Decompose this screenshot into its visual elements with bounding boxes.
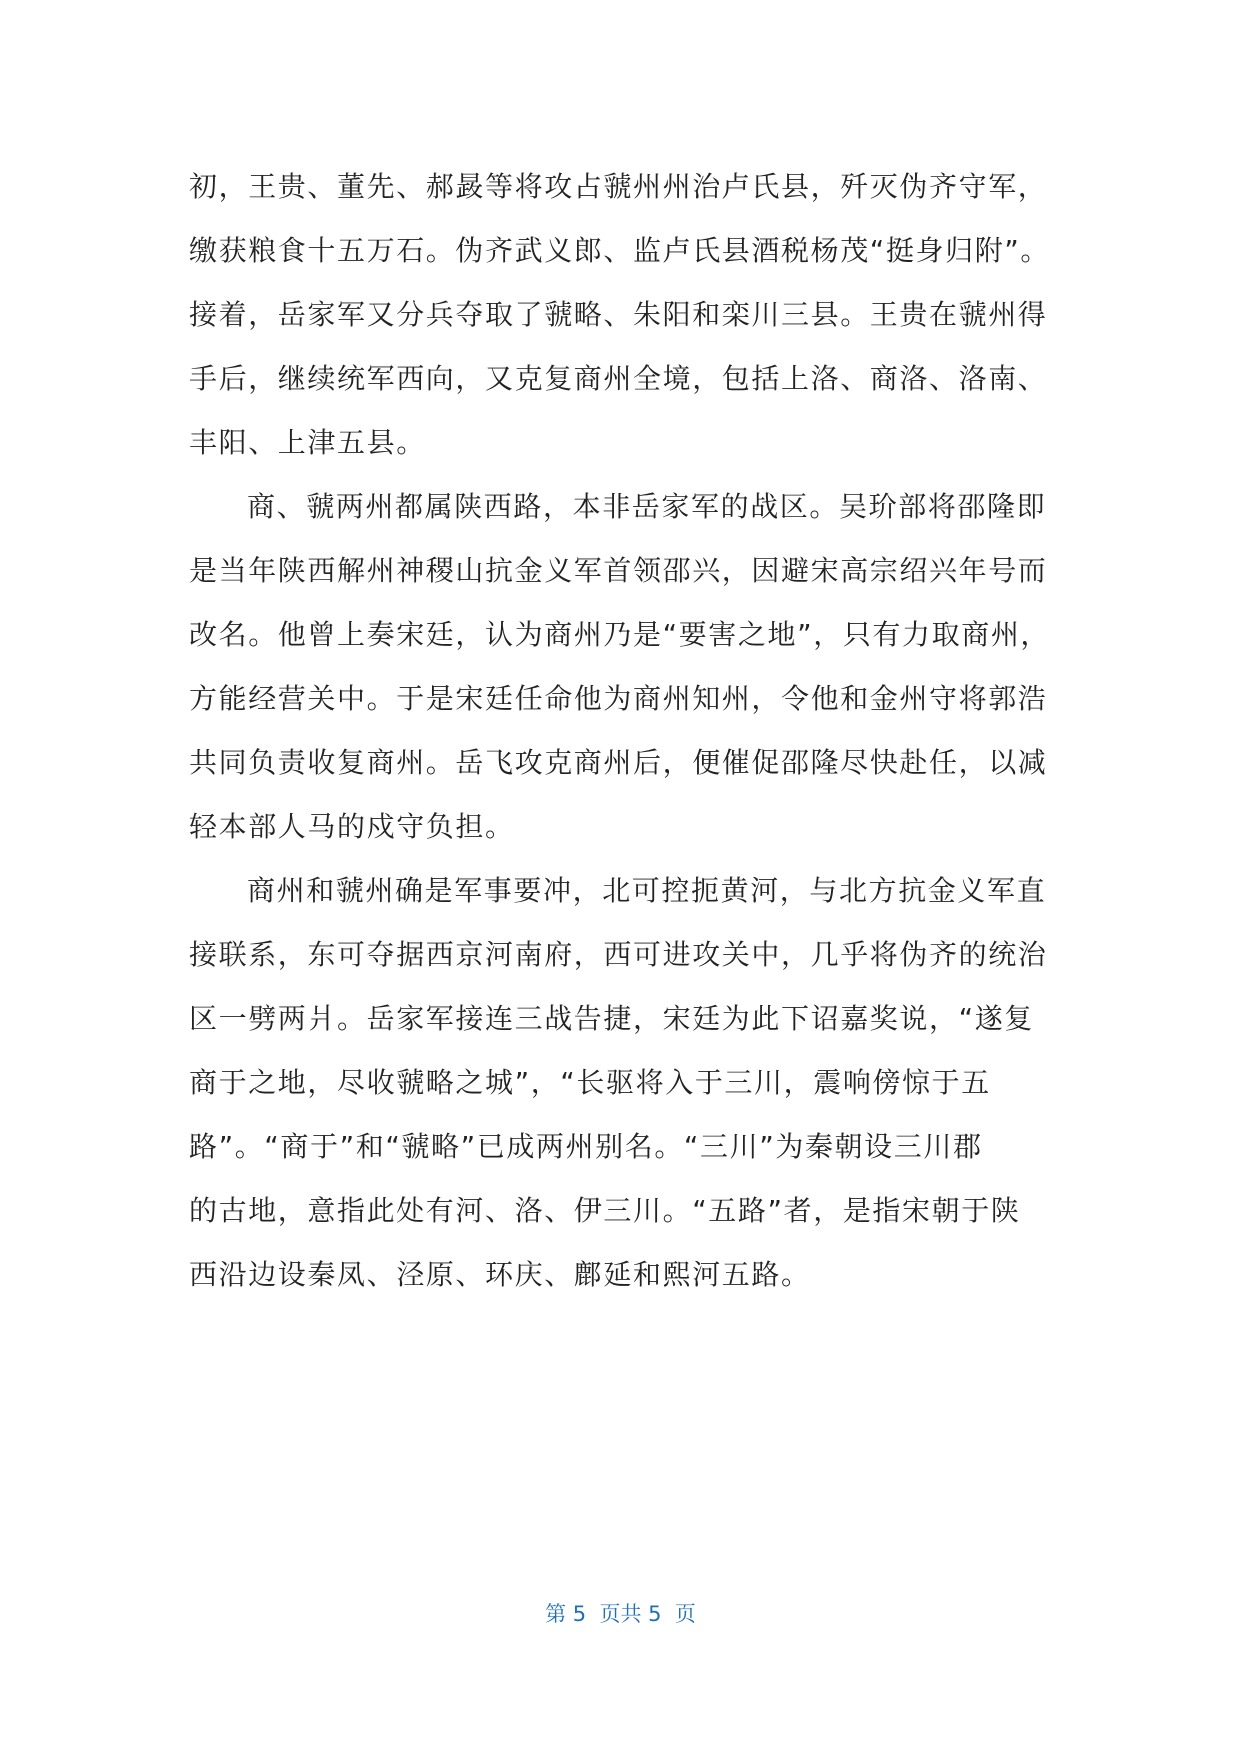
text-line: 西沿边设秦凤、泾原、环庆、鄜延和熙河五路。 [189,1258,811,1291]
text-line: 的古地，意指此处有河、洛、伊三川。“五路”者，是指宋朝于陕 [189,1194,1021,1227]
text-line: 缴获粮食十五万石。伪齐武义郎、监卢氏县酒税杨茂“挺身归附”。 [189,234,1051,267]
paragraph-1 [189,155,1069,475]
text-line: 手后，继续统军西向，又克复商州全境，包括上洛、商洛、洛南、 [189,362,1048,395]
text-line: 商州和虢州确是军事要冲，北可控扼黄河，与北方抗金义军直 [247,874,1047,907]
text-line: 接着，岳家军又分兵夺取了虢略、朱阳和栾川三县。王贵在虢州得 [189,298,1048,331]
text-line: 初，王贵、董先、郝晸等将攻占虢州州治卢氏县，歼灭伪齐守军， [189,170,1048,203]
paragraph-2 [189,475,1069,859]
text-line: 改名。他曾上奏宋廷，认为商州乃是“要害之地”，只有力取商州， [189,618,1051,651]
text-line: 方能经营关中。于是宋廷任命他为商州知州，令他和金州守将郭浩 [189,682,1048,715]
text-line: 轻本部人马的戍守负担。 [189,810,515,843]
page-footer: 第 5 页共 5 页 [545,1602,696,1626]
text-line: 路”。“商于”和“虢略”已成两州别名。“三川”为秦朝设三川郡 [189,1130,983,1163]
paragraph-3 [189,859,1069,1307]
text-line: 接联系，东可夺据西京河南府，西可进攻关中，几乎将伪齐的统治 [189,938,1048,971]
text-line: 丰阳、上津五县。 [189,426,426,459]
text-line: 是当年陕西解州神稷山抗金义军首领邵兴，因避宋高宗绍兴年号而 [189,554,1048,587]
text-line: 商于之地，尽收虢略之城”，“长驱将入于三川，震响傍惊于五 [189,1066,991,1099]
text-line: 共同负责收复商州。岳飞攻克商州后，便催促邵隆尽快赴任，以减 [189,746,1048,779]
text-line: 商、虢两州都属陕西路，本非岳家军的战区。吴玠部将邵隆即 [247,490,1047,523]
body-text [189,155,1069,1307]
text-line: 区一劈两爿。岳家军接连三战告捷，宋廷为此下诏嘉奖说，“遂复 [189,1002,1034,1035]
